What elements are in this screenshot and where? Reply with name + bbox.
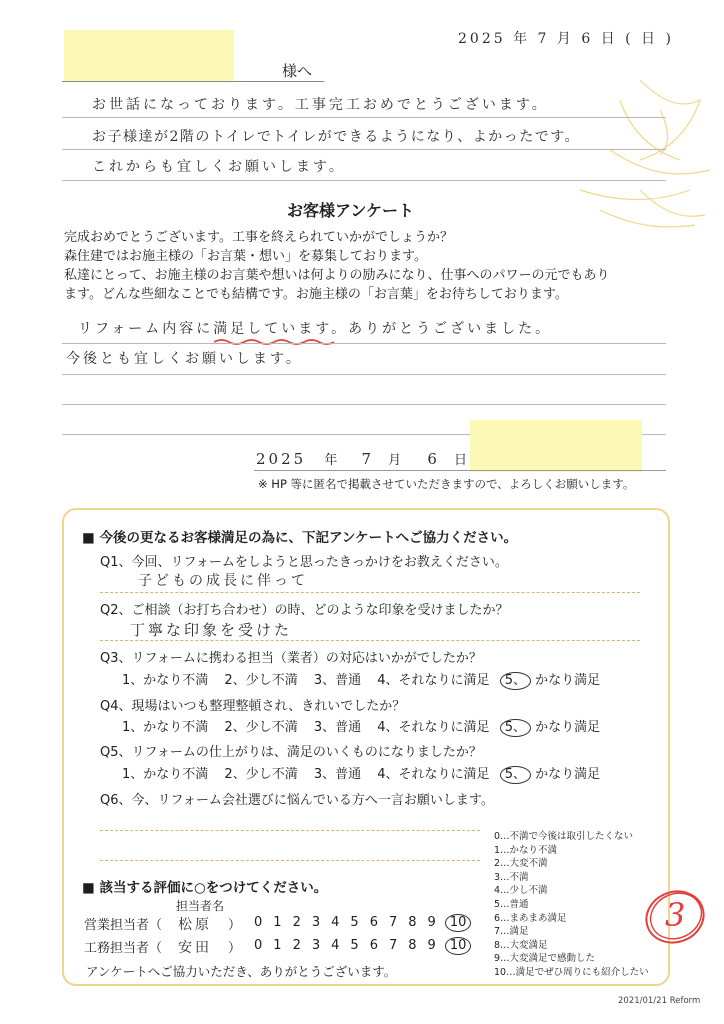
rating-legend <box>494 830 664 980</box>
works-9: 9 <box>427 938 436 953</box>
q5-opt-3: 3、普通 <box>313 767 362 782</box>
q1-label: Q1、今回、リフォームをしようと思ったきっかけをお教えください。 <box>100 555 508 570</box>
letter-line-2: お子様達が2階のトイレでトイレができるようになり、よかったです。 <box>92 129 581 145</box>
works-6: 6 <box>369 938 378 953</box>
legend-7: 7…満足 <box>494 926 529 938</box>
q4-opt-5-circled: 5、 <box>500 719 531 737</box>
q3-opt-5-label: かなり満足 <box>535 673 601 688</box>
intro-line-1: 完成おめでとうございます。工事を終えられていかがでしょうか？ <box>64 230 453 245</box>
q3-opt-5-circled: 5、 <box>500 672 531 690</box>
q6-label: Q6、今、リフォーム会社選びに悩んでいる方へ一言お願いします。 <box>100 793 494 808</box>
rating-heading: ■ 該当する評価に○をつけてください。 <box>82 880 328 896</box>
sales-6: 6 <box>369 915 378 930</box>
grade-mark-text: 3 <box>665 896 686 934</box>
sales-4: 4 <box>331 915 340 930</box>
q3-opt-3: 3、普通 <box>313 673 362 688</box>
response-rule-2 <box>62 374 666 375</box>
sig-year: 2025 <box>256 450 307 468</box>
response-rule-3 <box>62 404 666 405</box>
sig-month: 7 <box>361 450 375 468</box>
letter-line-3: これからも宜しくお願いします。 <box>92 159 346 175</box>
signature-rule <box>254 470 666 471</box>
q4-opt-5-label: かなり満足 <box>535 720 601 735</box>
response-line-2: 今後とも宜しくお願いします。 <box>66 351 303 367</box>
sales-name: 松原 <box>178 917 213 933</box>
q4-opt-1: 1、かなり不満 <box>122 720 209 735</box>
recipient-name-redaction <box>64 30 234 82</box>
legend-5: 5…普通 <box>494 898 529 910</box>
sales-3: 3 <box>311 915 321 930</box>
sales-2: 2 <box>292 915 301 930</box>
thanks-message: アンケートへご協力いただき、ありがとうございます。 <box>86 964 397 979</box>
q4-label: Q4、現場はいつも整理整頓され、きれいでしたか？ <box>100 699 406 714</box>
sales-8: 8 <box>408 915 417 930</box>
letter-rule-3 <box>62 180 666 181</box>
response-line-1: リフォーム内容に満足しています。ありがとうございました。 <box>78 321 553 337</box>
works-7: 7 <box>388 938 398 953</box>
q3-options <box>122 669 600 690</box>
greeting-underline <box>62 81 324 82</box>
intro-line-2: 森住建ではお施主様の「お言葉・想い」を募集しております。 <box>64 249 427 264</box>
q5-options <box>122 763 600 784</box>
q5-opt-1: 1、かなり不満 <box>122 767 209 782</box>
sales-7: 7 <box>388 915 398 930</box>
q5-opt-5-label: かなり満足 <box>535 767 601 782</box>
q5-label: Q5、リフォームの仕上がりは、満足のいくものになりましたか？ <box>100 745 482 760</box>
intro-line-4: ます。どんな些細なことでも結構です。お施主様の「お言葉」をお待ちしております。 <box>64 287 568 302</box>
q5-opt-5-circled: 5、 <box>500 766 531 784</box>
works-0: 0 <box>254 938 263 953</box>
legend-2: 2…大変不満 <box>494 858 548 870</box>
sig-month-unit: 月 <box>388 453 402 468</box>
q4-opt-4: 4、それなりに満足 <box>377 720 490 735</box>
legend-0: 0…不満で今後は取引したくない <box>494 831 634 842</box>
hp-note: ※ HP 等に匿名で掲載させていただきますので、よろしくお願いします。 <box>258 477 635 491</box>
works-1: 1 <box>273 938 282 953</box>
legend-10: 10…満足でぜひ周りにも紹介したい <box>494 966 649 978</box>
letter-date: 2025 年 7 月 6 日 ( 日 ) <box>458 31 674 47</box>
survey-intro <box>64 228 704 304</box>
survey-title: お客様アンケート <box>287 201 415 220</box>
works-label: 工務担当者（ <box>84 941 163 956</box>
legend-4: 4…少し不満 <box>494 885 548 897</box>
works-5: 5 <box>350 938 359 953</box>
legend-8: 8…大変満足 <box>494 939 548 951</box>
q4-options <box>122 716 600 737</box>
staff-name-label: 担当者名 <box>176 899 225 913</box>
legend-6: 6…まあまあ満足 <box>494 912 567 924</box>
sales-1: 1 <box>273 915 282 930</box>
q5-opt-4: 4、それなりに満足 <box>377 767 490 782</box>
sales-5: 5 <box>350 915 359 930</box>
sales-10-circled: 10 <box>445 914 472 932</box>
signer-name-redaction <box>470 420 642 472</box>
works-8: 8 <box>408 938 417 953</box>
q1-rule <box>100 592 640 593</box>
sales-label: 営業担当者（ <box>84 918 163 933</box>
works-10-circled: 10 <box>445 937 472 955</box>
letter-line-1: お世話になっております。工事完工おめでとうございます。 <box>92 97 549 113</box>
q2-answer: 丁寧な印象を受けた <box>130 621 293 639</box>
works-3: 3 <box>311 938 321 953</box>
works-scale <box>254 937 471 955</box>
sales-row <box>84 914 241 934</box>
sales-0: 0 <box>254 915 263 930</box>
q1-answer: 子どもの成長に伴って <box>138 573 308 589</box>
q4-opt-3: 3、普通 <box>313 720 362 735</box>
works-4: 4 <box>331 938 340 953</box>
sig-year-unit: 年 <box>324 453 338 468</box>
sig-day-unit: 日 <box>454 453 468 468</box>
sales-close: ） <box>228 918 242 933</box>
q3-opt-1: 1、かなり不満 <box>122 673 209 688</box>
response-wavy-underline <box>214 338 334 346</box>
works-row <box>84 937 241 957</box>
works-close: ） <box>228 941 242 956</box>
q3-opt-4: 4、それなりに満足 <box>377 673 490 688</box>
legend-3: 3…不満 <box>494 871 529 883</box>
greeting-suffix: 様へ <box>282 62 313 80</box>
sales-9: 9 <box>427 915 436 930</box>
q2-label: Q2、ご相談（お打ち合わせ）の時、どのような印象を受けましたか？ <box>100 603 509 618</box>
q6-rule-2 <box>100 860 480 861</box>
response-rule-1 <box>62 343 666 344</box>
q3-opt-2: 2、少し不満 <box>224 673 298 688</box>
legend-1: 1…かなり不満 <box>494 844 558 856</box>
form-version: 2021/01/21 Reform <box>618 996 701 1006</box>
intro-line-3: 私達にとって、お施主様のお言葉や想いは何よりの励みになり、仕事へのパワーの元でもあり <box>64 268 610 283</box>
works-name: 安田 <box>178 940 213 956</box>
works-2: 2 <box>292 938 301 953</box>
q5-opt-2: 2、少し不満 <box>224 767 298 782</box>
q6-rule-1 <box>100 830 480 831</box>
questionnaire-heading: ■ 今後の更なるお客様満足の為に、下記アンケートへご協力ください。 <box>82 530 518 546</box>
letter-rule-2 <box>62 149 666 150</box>
q2-rule <box>100 640 640 641</box>
letter-rule-1 <box>62 117 666 118</box>
q4-opt-2: 2、少し不満 <box>224 720 298 735</box>
sig-day: 6 <box>427 450 440 468</box>
sales-scale <box>254 914 471 932</box>
legend-9: 9…大変満足で感動した <box>494 953 596 965</box>
q3-label: Q3、リフォームに携わる担当（業者）の対応はいかがでしたか？ <box>100 651 482 666</box>
